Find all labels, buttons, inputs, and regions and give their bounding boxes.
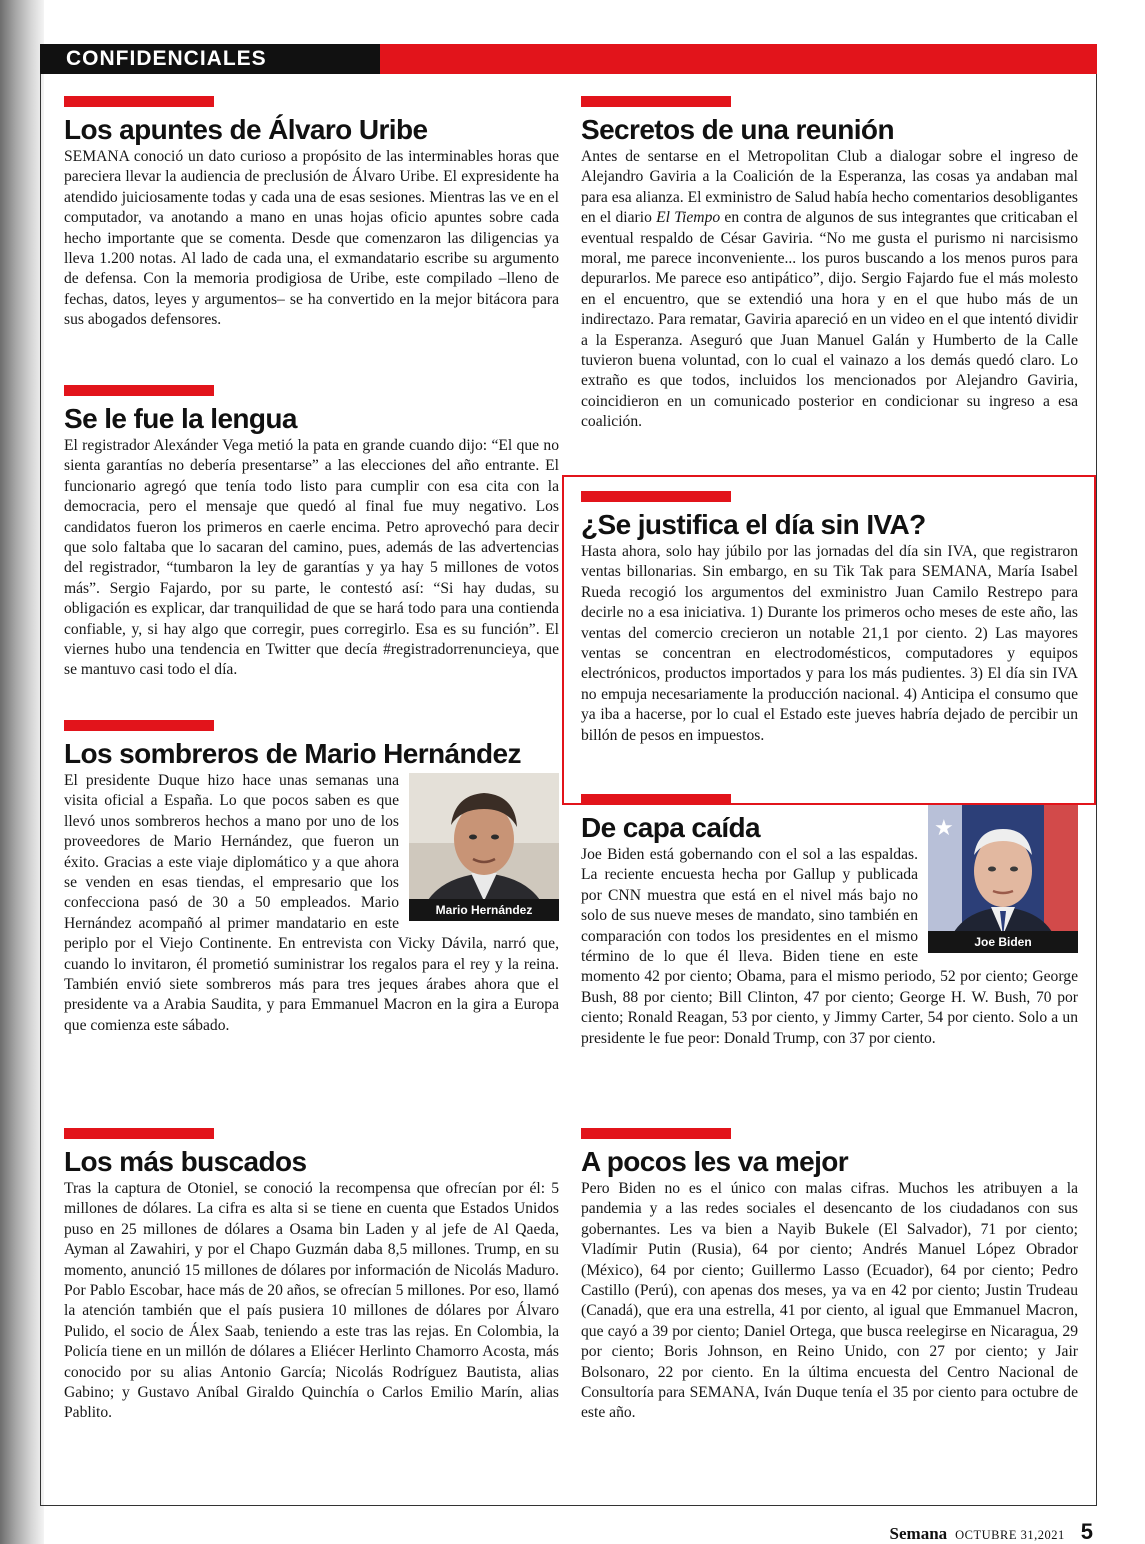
article-body: Joe Biden está gobernando con el sol a las espaldas. La reciente encuesta hecha por Gallup y publicada por CNN muestra que está en el nivel más bajo no solo de sus nueve meses de mandato, sino también en comparación con todos los presidentes en el mismo término de lo que él lleva. Biden tiene en este momento 42 por ciento; Obama, para el mismo periodo, 52 por ciento; George Bush, 88 por ciento; Bill Clinton, 47 por ciento; George H. W. Bush, 70 por ciento; Ronald Reagan, 53 por ciento, y Jimmy Carter, 54 por ciento. Solo a un presidente le fue peor: Donald Trump, con 37 por ciento. bbox=[581, 846, 1078, 1047]
article-body: Tras la captura de Otoniel, se conoció la recompensa que ofrecían por él: 5 millones de dólares. La cifra es alta si se tiene en cuenta que Estados Unidos puso en 25 millones de dólares a Osama bin Laden y al jefe de Al Qaeda, Ayman al Zawahiri, y por el Chapo Guzmán daba 8,5 millones. Trump, en su momento, anunció 15 millones de dólares por información de Nicolás Maduro. Por Pablo Escobar, hace más de 20 años, se ofrecían 5 millones. Por eso, llamó la atención también que el país pusiera 10 millones de dólares por Álvaro Pulido, el socio de Álex Saab, teniendo a este tras las rejas. En Colombia, la Policía tiene en un millón de dólares a Eliécer Herlinto Chamorro Acosta, más conocido por su alias Antonio García; Nicolás Rodríguez Bautista, alias Gabino; y Gustavo Aníbal Giraldo Quinchía o Carlos Emilio Marín, alias Pablito. bbox=[64, 1180, 559, 1422]
article-apuntes-uribe bbox=[64, 96, 559, 331]
article-body: Hasta ahora, solo hay júbilo por las jornadas del día sin IVA, que registraron ventas billonarias. Sin embargo, en su Tik Tak para SEMANA, María Isabel Rueda recogió los argumentos del exministro Juan Camilo Restrepo para decirle no a esa iniciativa. 1) Durante los primeros ocho meses de este año, las ventas del comercio crecieron un notable 21,1 por ciento. 2) Las mayores ventas se concentran en electrodomésticos, computadores y equipos electrónicos, productos importados y para los más pudientes. 3) El día sin IVA no empuja necesariamente la producción nacional. 4) Anticipa el consumo que ya iba a hacerse, por lo cual el Estado este jueves habría dejado de percibir un billón de pesos en impuestos. bbox=[581, 543, 1078, 744]
article-body-part-1: Antes de sentarse en el Metropolitan Club a dialogar sobre el ingreso de Alejandro Gaviria a la Coalición de la Esperanza, las cosas ya andaban mal para esa alianza. El exministro de Salud había hecho comentarios desobligantes en el diario bbox=[581, 148, 1078, 227]
article-accent-bar bbox=[581, 794, 731, 805]
section-label: CONFIDENCIALES bbox=[40, 44, 380, 74]
photo-caption: Joe Biden bbox=[928, 931, 1078, 953]
article-body: SEMANA conoció un dato curioso a propósito de las interminables horas que pareciera llevar la audiencia de preclusión de Álvaro Uribe. El expresidente ha atendido juiciosamente todas y cada una de esas sesiones. Mientras las ve en el computador, va anotando a mano en unas hojas oficio apuntes sobre cada hecho importante que se comenta. Desde que comenzaron las diligencias ya lleva 1.200 notas. Al lado de cada una, el exmandatario escribe su argumento de defensa. Con la memoria prodigiosa de Uribe, este compilado –lleno de fechas, datos, leyes y argumentos– se ha convertido en la mejor bitácora para sus abogados defensores. bbox=[64, 148, 559, 329]
article-accent-bar bbox=[64, 385, 214, 396]
article-title: Los apuntes de Álvaro Uribe bbox=[64, 114, 428, 145]
issue-date: OCTUBRE 31,2021 bbox=[955, 1528, 1065, 1542]
article-accent-bar bbox=[64, 1128, 214, 1139]
mario-hernandez-photo bbox=[409, 773, 559, 921]
section-header bbox=[40, 44, 1097, 74]
article-accent-bar bbox=[64, 720, 214, 731]
article-title: Se le fue la lengua bbox=[64, 403, 297, 434]
article-title: A pocos les va mejor bbox=[581, 1146, 849, 1177]
article-body: El presidente Duque hizo hace unas semanas una visita oficial a España. Lo que pocos saben es que llevó unos sombreros hechos a mano por uno de los proveedores de Mario Hernández, que fueron un éxito. Gracias a este viaje diplomático y a que ahora se venden en esas tiendas, el empresario que los confecciona pasó de 30 a 50 empleados. Mario Hernández acompañó al primer mandatario en este periplo por el Viejo Continente. En entrevista con Vicky Dávila, narró que, cuando lo invitaron, él prometió suministrar los regalos para el rey y la reina. También envió siete sombreros más para tres jeques árabes ahora que el presidente va a Arabia Saudita, y para Emmanuel Macron en la gira a Europa que comienza este sábado. bbox=[64, 772, 559, 1034]
article-secretos-reunion bbox=[581, 96, 1078, 433]
article-title: Los sombreros de Mario Hernández bbox=[64, 738, 521, 769]
photo-caption: Mario Hernández bbox=[409, 899, 559, 921]
page-spine-shadow bbox=[0, 0, 44, 1544]
page-number: 5 bbox=[1080, 1519, 1093, 1544]
article-accent-bar bbox=[64, 96, 214, 107]
newspaper-name: El Tiempo bbox=[656, 209, 721, 227]
article-body: Pero Biden no es el único con malas cifras. Muchos les atribuyen a la pandemia y a las redes sociales el desencanto de los ciudadanos con sus gobernantes. Les va bien a Nayib Bukele (El Salvador), 71 por ciento; Vladímir Putin (Rusia), 64 por ciento; Andrés Manuel López Obrador (México), 64 por ciento; Guillermo Lasso (Ecuador), 64 por ciento; Pedro Castillo (Perú), con apenas dos meses, ya va en 42 por ciento; Justin Trudeau (Canadá), que era una estrella, 41 por ciento, al igual que Emmanuel Macron, que cayó a 39 por ciento; Daniel Ortega, que busca reelegirse en Nicaragua, 29 por ciento; Boris Johnson, en Reino Unido, con 27 por ciento; y Jair Bolsonaro, 22 por ciento. En la última encuesta del Centro Nacional de Consultoría para SEMANA, Iván Duque tenía el 35 por ciento para octubre de este año. bbox=[581, 1180, 1078, 1422]
article-a-pocos-les-va-mejor bbox=[581, 1128, 1078, 1424]
section-header-bar bbox=[380, 44, 1097, 74]
article-body-part-2: en contra de algunos de sus integrantes que criticaban el eventual respaldo de César Gaviria. “No me gusta el purismo ni narcisismo moral, me parece inconveniente... los puros buscando a los menos puros para depurarlos. Me parece eso antipático”, dijo. Sergio Fajardo fue el más molesto en el encuentro, que se extendió una hora y en el que hubo más de un indirectazo. Para rematar, Gaviria apareció en un video en el que intentó dividir a la Esperanza. Aseguró que Juan Manuel Galán y Humberto de la Calle tuvieron buena voluntad, con lo cual el vainazo a los demás quedó claro. Lo extraño es que todos, incluidos los mencionados por Alejandro Gaviria, coincidieron en un comunicado posterior en condicionar su ingreso a esa coalición. bbox=[581, 209, 1078, 431]
joe-biden-photo bbox=[928, 805, 1078, 953]
article-se-le-fue-la-lengua bbox=[64, 385, 559, 681]
article-body: El registrador Alexánder Vega metió la pata en grande cuando dijo: “El que no sienta garantías no debería presentarse” a las elecciones del año entrante. El funcionario agregó que tenía todo listo para cumplir con esa cita con la democracia, pero el mensaje que quedó al final fue muy negativo. Los candidatos fueron los primeros en caerle encima. Petro aprovechó para decir que solo faltaba que lo sacaran del camino, pues, además de las advertencias del registrador, “tumbaron la ley de garantías y ya hay 5 millones de votos más”. Sergio Fajardo, por su parte, le contestó así: “Si hay dudas, su obligación es explicar, dar tranquilidad de que se hará todo para una contienda confiable, y, si hay algo que corregir, pues corregirlo. Esa es su función”. El viernes hubo una tendencia en Twitter que decía #registradorrenuncieya, que se mantuvo casi todo el día. bbox=[64, 437, 559, 679]
magazine-brand: Semana bbox=[889, 1524, 948, 1543]
article-de-capa-caida bbox=[581, 794, 1078, 1049]
article-dia-sin-iva bbox=[581, 491, 1078, 746]
page-footer bbox=[890, 1519, 1093, 1544]
article-title: Los más buscados bbox=[64, 1146, 307, 1177]
article-accent-bar bbox=[581, 96, 731, 107]
article-body bbox=[581, 147, 1078, 433]
article-title: Secretos de una reunión bbox=[581, 114, 894, 145]
article-body-wrap bbox=[64, 771, 559, 1036]
article-title: ¿Se justifica el día sin IVA? bbox=[581, 509, 926, 540]
article-los-mas-buscados bbox=[64, 1128, 559, 1424]
article-sombreros-mario-hernandez bbox=[64, 720, 559, 1036]
article-accent-bar bbox=[581, 491, 731, 502]
article-title: De capa caída bbox=[581, 812, 760, 843]
svg-text:★: ★ bbox=[934, 816, 954, 841]
article-accent-bar bbox=[581, 1128, 731, 1139]
